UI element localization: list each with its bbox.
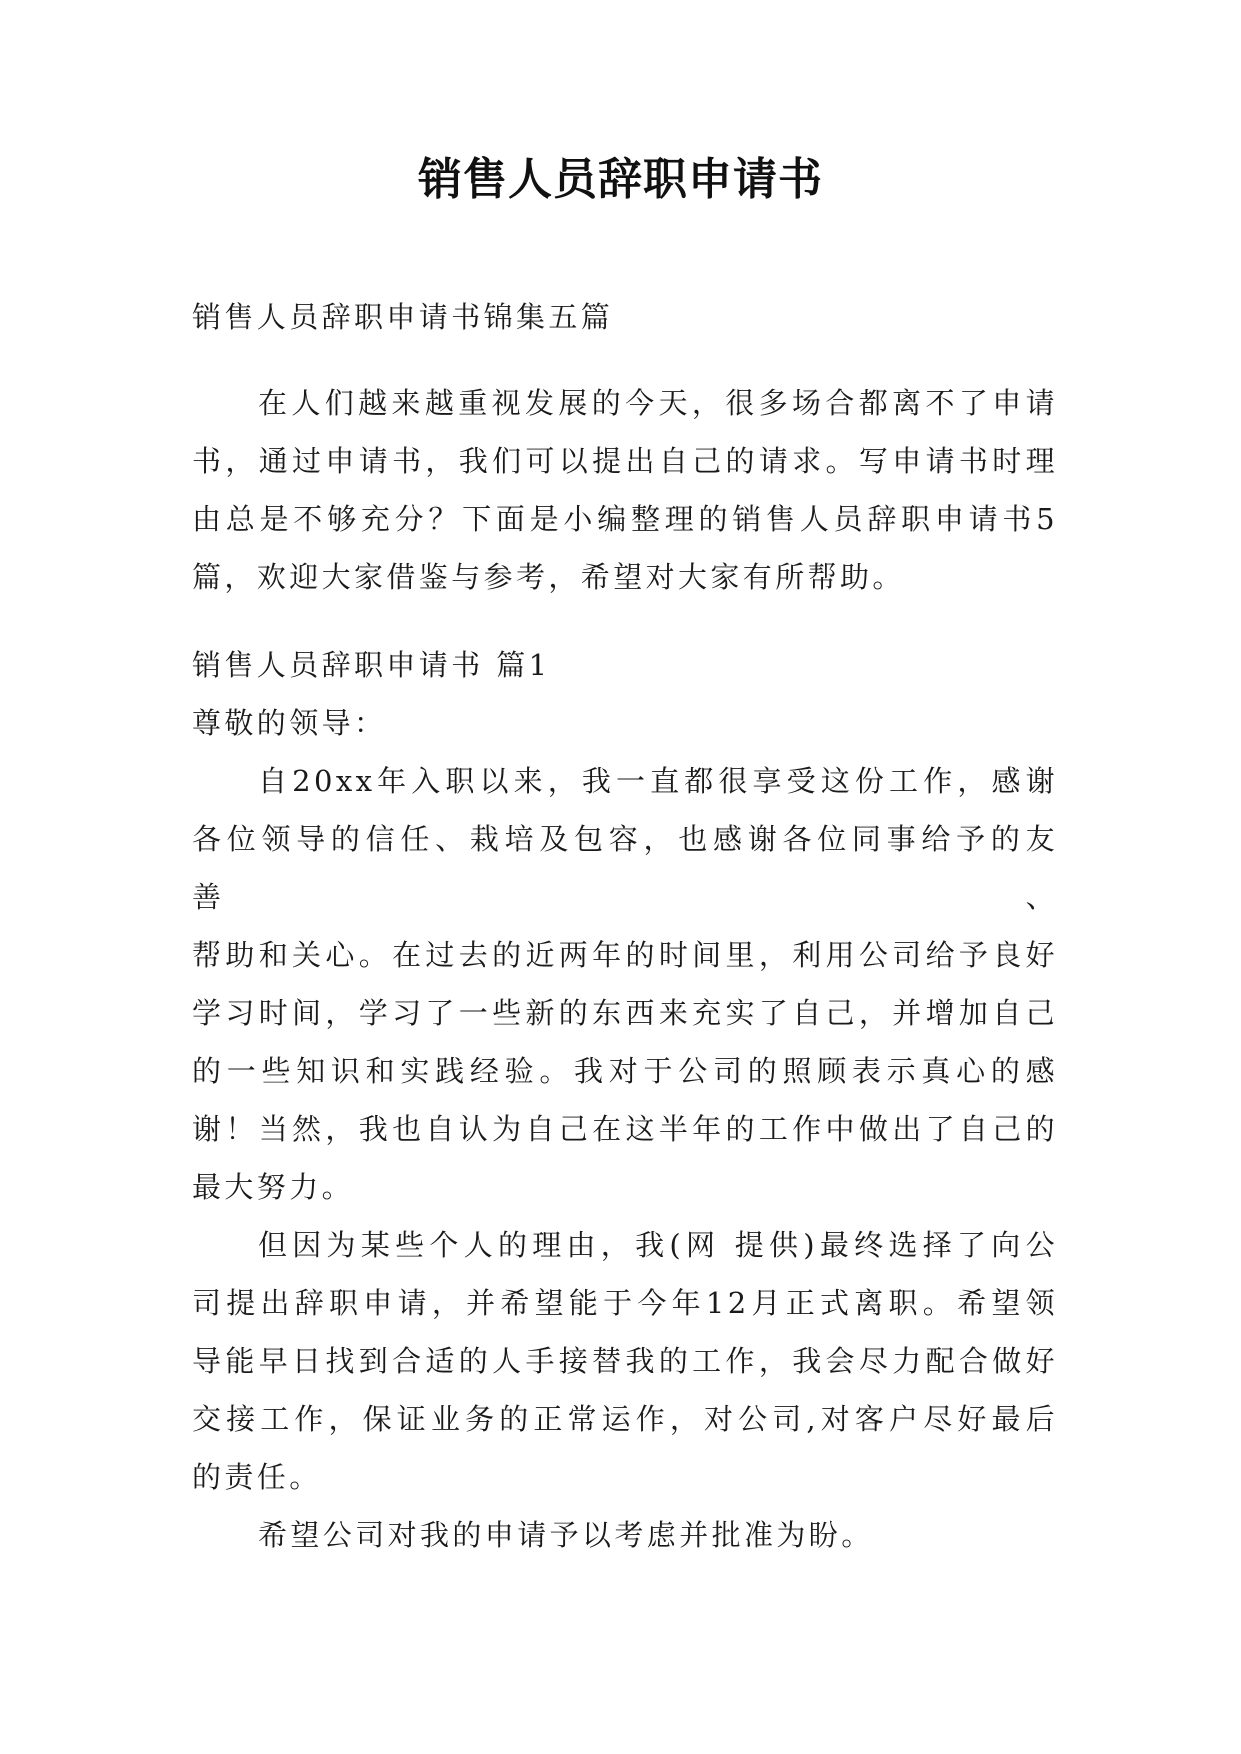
paragraph-line: 的一些知识和实践经验。我对于公司的照顾表示真心的感	[192, 1054, 1058, 1088]
document-subtitle: 销售人员辞职申请书锦集五篇	[192, 300, 614, 334]
paragraph-line: 帮助和关心。在过去的近两年的时间里，利用公司给予良好	[192, 938, 1058, 972]
intro-line: 在人们越来越重视发展的今天，很多场合都离不了申请	[258, 386, 1058, 420]
paragraph-line: 但因为某些个人的理由，我(网 提供)最终选择了向公	[258, 1228, 1058, 1262]
paragraph-line: 导能早日找到合适的人手接替我的工作，我会尽力配合做好	[192, 1344, 1058, 1378]
letter-paragraph-1	[192, 752, 1058, 1216]
intro-line: 由总是不够充分？下面是小编整理的销售人员辞职申请书5	[192, 502, 1058, 536]
letter-paragraph-2	[192, 1216, 1058, 1506]
intro-paragraph	[192, 374, 1058, 606]
salutation: 尊敬的领导：	[192, 706, 387, 740]
document-title: 销售人员辞职申请书	[418, 154, 823, 205]
paragraph-line: 希望公司对我的申请予以考虑并批准为盼。	[258, 1518, 874, 1552]
paragraph-line: 谢！当然，我也自认为自己在这半年的工作中做出了自己的	[192, 1112, 1058, 1146]
section-heading: 销售人员辞职申请书 篇1	[192, 648, 551, 682]
paragraph-line: 交接工作，保证业务的正常运作，对公司,对客户尽好最后	[192, 1402, 1058, 1436]
paragraph-line: 各位领导的信任、栽培及包容，也感谢各位同事给予的友善、	[192, 822, 1058, 914]
paragraph-line: 学习时间，学习了一些新的东西来充实了自己，并增加自己	[192, 996, 1058, 1030]
intro-line: 书，通过申请书，我们可以提出自己的请求。写申请书时理	[192, 444, 1058, 478]
paragraph-line: 司提出辞职申请，并希望能于今年12月正式离职。希望领	[192, 1286, 1058, 1320]
paragraph-line: 自20xx年入职以来，我一直都很享受这份工作，感谢	[258, 764, 1058, 798]
letter-paragraph-3	[192, 1506, 1058, 1564]
intro-line: 篇，欢迎大家借鉴与参考，希望对大家有所帮助。	[192, 560, 905, 594]
paragraph-line: 最大努力。	[192, 1170, 355, 1204]
paragraph-line: 的责任。	[192, 1460, 322, 1494]
document-body	[192, 288, 1058, 1564]
